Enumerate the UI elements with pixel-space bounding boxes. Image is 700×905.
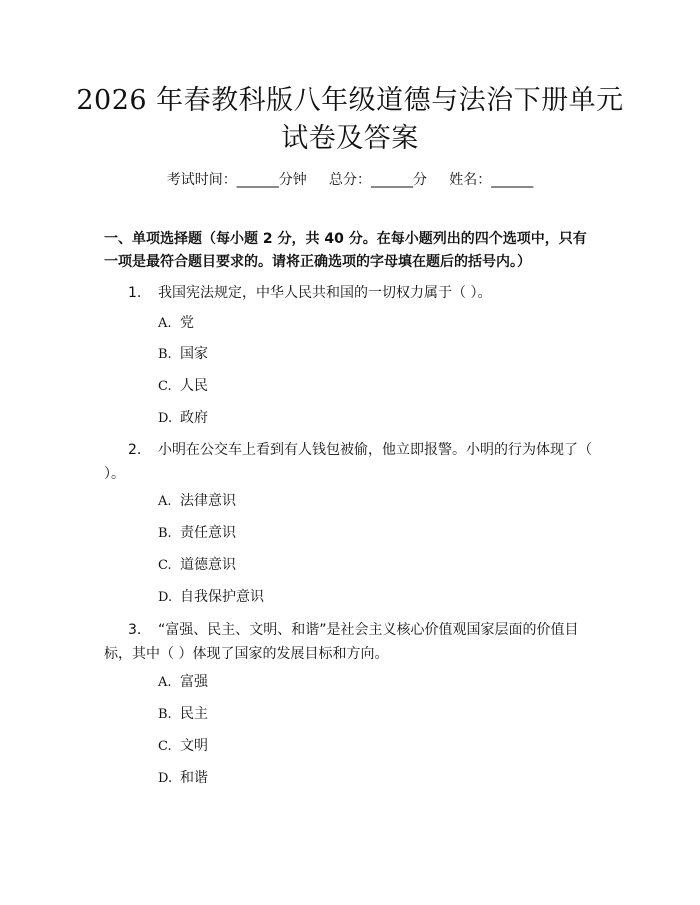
question-2 [104, 438, 600, 486]
question-1 [104, 281, 600, 305]
option-text: 政府 [180, 410, 208, 426]
question-text: 我国宪法规定，中华人民共和国的一切权力属于（ ）。 [158, 285, 492, 301]
option-item [158, 555, 236, 576]
section-heading: 一、单项选择题（每小题 2 分，共 40 分。在每小题列出的四个选项中，只有一项是最符合题目要求的。请将正确选项的字母填在题后的括号内。） [104, 231, 587, 270]
option-letter: D. [158, 771, 173, 786]
option-text: 法律意识 [180, 493, 236, 509]
exam-info-line: 考试时间：______分钟 总分：______分 姓名：______ [166, 172, 534, 188]
exam-title [60, 82, 640, 158]
option-item [158, 736, 208, 757]
option-item [158, 376, 208, 397]
option-letter: A. [158, 675, 172, 690]
option-text: 人民 [180, 378, 208, 394]
option-item [158, 523, 236, 544]
option-letter: C. [158, 739, 172, 754]
option-item [158, 704, 208, 725]
option-item [158, 344, 208, 365]
option-letter: C. [158, 558, 172, 573]
question-text: “富强、民主、文明、和谐”是社会主义核心价值观国家层面的价值目标，其中（ ）体现了国家的发展目标和方向。 [104, 622, 579, 662]
option-item [158, 408, 208, 429]
option-text: 富强 [180, 674, 208, 690]
question-number: 2. [128, 442, 142, 458]
option-text: 责任意识 [180, 525, 236, 541]
option-letter: D. [158, 411, 173, 426]
question-number: 3. [128, 622, 142, 638]
option-text: 党 [180, 315, 194, 331]
title-line-2: 试卷及答案 [281, 123, 419, 154]
option-text: 民主 [180, 706, 208, 722]
option-text: 自我保护意识 [180, 589, 264, 605]
option-item [158, 313, 194, 334]
option-letter: B. [158, 526, 172, 541]
option-letter: C. [158, 379, 172, 394]
option-item [158, 768, 208, 789]
option-letter: B. [158, 347, 172, 362]
option-letter: B. [158, 707, 172, 722]
question-number: 1. [128, 285, 142, 301]
option-text: 国家 [180, 346, 208, 362]
option-text: 和谐 [180, 770, 208, 786]
option-letter: D. [158, 590, 173, 605]
option-text: 文明 [180, 738, 208, 754]
option-item [158, 587, 264, 608]
option-text: 道德意识 [180, 557, 236, 573]
option-item [158, 672, 208, 693]
option-item [158, 491, 236, 512]
question-text: 小明在公交车上看到有人钱包被偷，他立即报警。小明的行为体现了（ ）。 [104, 442, 592, 482]
option-letter: A. [158, 494, 172, 509]
option-letter: A. [158, 316, 172, 331]
title-line-1: 2026 年春教科版八年级道德与法治下册单元 [76, 85, 624, 116]
question-3 [104, 618, 600, 666]
